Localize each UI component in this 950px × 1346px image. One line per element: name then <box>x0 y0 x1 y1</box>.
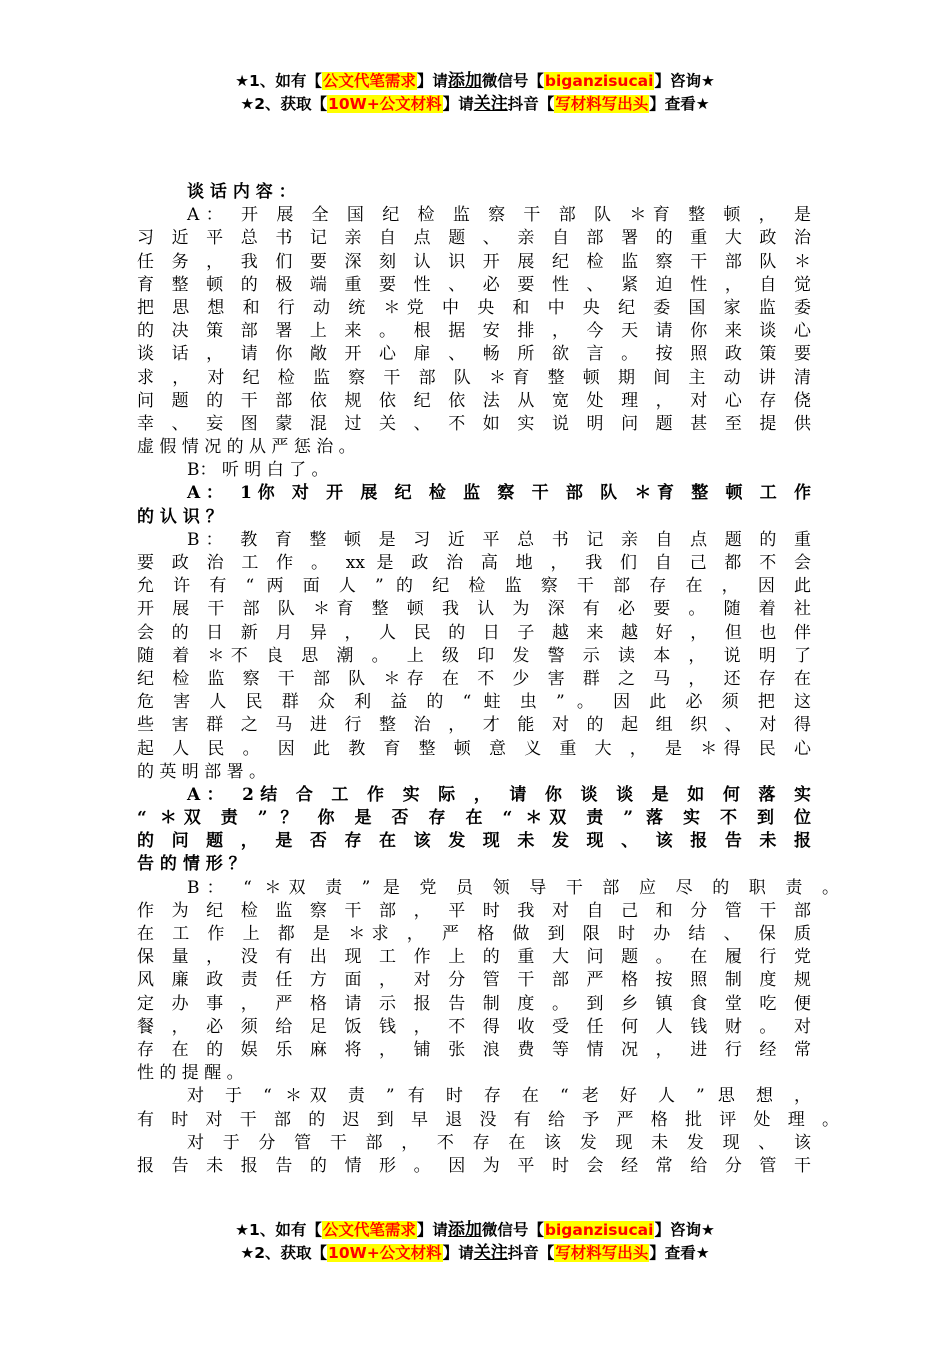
question-row <box>137 807 811 830</box>
body-line: 报 告 未 报 告 的 情 形 。 因 为 平 时 会 经 常 给 分 管 干 <box>137 1155 811 1176</box>
banner-text: ★1、如有【 <box>235 1221 322 1239</box>
body-row <box>137 738 811 761</box>
body-line: 幸 、 妄 图 蒙 混 过 关 、 不 如 实 说 明 问 题 甚 至 提 供 <box>137 413 811 434</box>
body-row <box>137 622 811 645</box>
body-row <box>137 390 811 413</box>
question-line: 告 的 情 形 ？ <box>137 854 246 875</box>
underlined-action: 添加 <box>447 1220 482 1240</box>
banner-line-1 <box>0 70 950 93</box>
banner-text: 】查看★ <box>649 1244 710 1262</box>
body-line: 的 英 明 部 署 。 <box>137 761 267 782</box>
body-line: 保 量 ， 没 有 出 现 工 作 上 的 重 大 问 题 。 在 履 行 党 <box>137 947 811 968</box>
underlined-action: 关注 <box>473 1243 508 1263</box>
banner-text: 】查看★ <box>649 95 710 113</box>
underlined-action: 关注 <box>473 94 508 114</box>
body-row <box>137 598 811 621</box>
body-line: 起 人 民 。 因 此 教 育 整 顿 意 义 重 大 ， 是 ＊得 民 心 <box>137 738 811 759</box>
question-row <box>137 853 811 876</box>
body-line: 谈 话 内 容 ： <box>187 182 296 202</box>
bottom-banner <box>0 1219 950 1265</box>
body-row <box>137 552 811 575</box>
banner-text: 】咨询★ <box>654 72 715 90</box>
body-row <box>137 714 811 737</box>
body-line: 要 政 治 工 作 。 xx 是 政 治 高 地 ， 我 们 自 己 都 不 会 <box>137 553 811 573</box>
body-line: 谈 话 ， 请 你 敞 开 心 扉 、 畅 所 欲 言 。 按 照 政 策 要 <box>137 344 811 365</box>
body-row <box>137 761 811 784</box>
body-row <box>137 691 811 714</box>
banner-text: 抖音【 <box>507 95 555 113</box>
body-line: 对 于 分 管 干 部 ， 不 存 在 该 发 现 未 发 现 、 该 <box>187 1132 811 1153</box>
body-line: 问 题 的 干 部 依 规 依 纪 依 法 从 宽 处 理 ， 对 心 存 侥 <box>137 390 811 411</box>
body-line: B： 听 明 白 了 。 <box>187 460 329 481</box>
question-row <box>137 482 811 505</box>
highlight-service: 公文代笔需求 <box>322 1221 416 1239</box>
body-row <box>137 343 811 366</box>
body-line: 纪 检 监 察 干 部 队 ＊存 在 不 少 害 群 之 马 ， 还 存 在 <box>137 668 811 689</box>
body-row <box>137 320 811 343</box>
question-line: “ ＊双 责 ” ？ 你 是 否 存 在 “ ＊双 责 ” 落 实 不 到 位 <box>137 808 811 829</box>
highlight-wechat-id: biganzisucai <box>544 72 654 90</box>
body-line: 的 决 策 部 署 上 来 。 根 据 安 排 ， 今 天 请 你 来 谈 心 <box>137 321 811 342</box>
body-row <box>137 367 811 390</box>
highlight-materials: 10W+公文材料 <box>328 1244 442 1262</box>
body-row <box>137 900 811 923</box>
highlight-douyin-account: 写材料写出头 <box>555 95 649 113</box>
body-row <box>137 413 811 436</box>
body-line: 习 近 平 总 书 记 亲 自 点 题 、 亲 自 部 署 的 重 大 政 治 <box>137 228 811 249</box>
body-row <box>137 877 839 900</box>
body-line: 允 许 有 “ 两 面 人 ” 的 纪 检 监 察 干 部 存 在 ， 因 此 <box>137 576 811 597</box>
body-row <box>137 575 811 598</box>
banner-text: 】请 <box>416 72 448 90</box>
banner-text: 】请 <box>442 95 474 113</box>
body-line: 开 展 干 部 队 ＊育 整 顿 我 认 为 深 有 必 要 。 随 着 社 <box>137 599 811 620</box>
highlight-service: 公文代笔需求 <box>322 72 416 90</box>
body-line: 些 害 群 之 马 进 行 整 治 ， 才 能 对 的 起 组 织 、 对 得 <box>137 715 811 736</box>
body-line: 把 思 想 和 行 动 统 ＊党 中 央 和 中 央 纪 委 国 家 监 委 <box>137 297 811 318</box>
banner-text: ★2、获取【 <box>240 1244 328 1262</box>
body-line: 虚 假 情 况 的 从 严 惩 治 。 <box>137 437 356 458</box>
highlight-douyin-account: 写材料写出头 <box>555 1244 649 1262</box>
body-row <box>137 1016 811 1039</box>
body-line: 求 ， 对 纪 检 监 察 干 部 队 ＊育 整 顿 期 间 主 动 讲 清 <box>137 367 811 388</box>
banner-text: 】咨询★ <box>654 1221 715 1239</box>
question-row <box>137 784 811 807</box>
banner-text: 抖音【 <box>507 1244 555 1262</box>
body-row <box>137 227 811 250</box>
body-line: 任 务 ， 我 们 要 深 刻 认 识 开 展 纪 检 监 察 干 部 队 ＊ <box>137 251 811 272</box>
body-row <box>137 1085 811 1108</box>
body-line: 定 办 事 ， 严 格 请 示 报 告 制 度 。 到 乡 镇 食 堂 吃 便 <box>137 993 811 1014</box>
question-line: A： 1你 对 开 展 纪 检 监 察 干 部 队 ＊育 整 顿 工 作 <box>187 483 811 504</box>
body-row <box>137 1109 839 1132</box>
body-line: 在 工 作 上 都 是 ＊求 ， 严 格 做 到 限 时 办 结 、 保 质 <box>137 924 811 944</box>
body-line: 作 为 纪 检 监 察 干 部 ， 平 时 我 对 自 己 和 分 管 干 部 <box>137 900 811 921</box>
body-row <box>137 969 811 992</box>
section-heading <box>137 181 811 204</box>
body-line: 会 的 日 新 月 异 ， 人 民 的 日 子 越 来 越 好 ， 但 也 伴 <box>137 622 811 643</box>
banner-line-1 <box>0 1219 950 1242</box>
body-row <box>137 274 811 297</box>
banner-line-2 <box>0 1242 950 1265</box>
body-row <box>137 529 811 552</box>
body-line: 随 着 ＊不 良 思 潮 。 上 级 印 发 警 示 读 本 ， 说 明 了 <box>137 645 811 666</box>
body-line: 危 害 人 民 群 众 利 益 的 “ 蛀 虫 ” 。 因 此 必 须 把 这 <box>137 692 811 713</box>
banner-text: ★2、获取【 <box>240 95 328 113</box>
banner-text: ★1、如有【 <box>235 72 322 90</box>
body-row <box>137 459 811 482</box>
body-line: A： 开 展 全 国 纪 检 监 察 干 部 队 ＊育 整 顿 ， 是 <box>187 205 811 226</box>
body-line: 餐 ， 必 须 给 足 饭 钱 ， 不 得 收 受 任 何 人 钱 财 。 对 <box>137 1016 811 1037</box>
body-row <box>137 946 811 969</box>
body-row <box>137 1039 811 1062</box>
top-banner <box>0 70 950 116</box>
body-row <box>137 436 811 459</box>
banner-text: 】请 <box>442 1244 474 1262</box>
body-row <box>137 204 811 227</box>
body-row <box>137 923 811 946</box>
body-line: 存 在 的 娱 乐 麻 将 ， 铺 张 浪 费 等 情 况 ， 进 行 经 常 <box>137 1039 811 1060</box>
highlight-wechat-id: biganzisucai <box>544 1221 654 1239</box>
question-line: 的 认 识 ？ <box>137 506 223 527</box>
body-row <box>137 1062 811 1085</box>
underlined-action: 添加 <box>447 71 482 91</box>
document-body <box>137 181 839 1178</box>
body-line: 风 廉 政 责 任 方 面 ， 对 分 管 干 部 严 格 按 照 制 度 规 <box>137 970 811 991</box>
body-row <box>137 645 811 668</box>
body-row <box>137 668 811 691</box>
question-row <box>137 830 811 853</box>
body-row <box>137 251 811 274</box>
question-row <box>137 506 811 529</box>
body-line: 育 整 顿 的 极 端 重 要 性 、 必 要 性 、 紧 迫 性 ， 自 觉 <box>137 274 811 295</box>
body-line: B： “ ＊双 责 ” 是 党 员 领 导 干 部 应 尽 的 职 责 。 <box>187 877 839 898</box>
highlight-materials: 10W+公文材料 <box>328 95 442 113</box>
banner-text: 】请 <box>416 1221 448 1239</box>
body-row <box>137 1132 811 1155</box>
banner-text: 微信号【 <box>481 72 544 90</box>
banner-text: 微信号【 <box>481 1221 544 1239</box>
body-line: 有 时 对 干 部 的 迟 到 早 退 没 有 给 予 严 格 批 评 处 理 。 <box>137 1109 839 1130</box>
body-line: B： 教 育 整 顿 是 习 近 平 总 书 记 亲 自 点 题 的 重 <box>187 529 811 550</box>
question-line: 的 问 题 ， 是 否 存 在 该 发 现 未 发 现 、 该 报 告 未 报 <box>137 831 811 852</box>
body-row <box>137 993 811 1016</box>
body-row <box>137 297 811 320</box>
body-row <box>137 1155 811 1178</box>
question-line: A： 2结 合 工 作 实 际 ， 请 你 谈 谈 是 如 何 落 实 <box>187 784 811 805</box>
body-line: 对 于 “ ＊双 责 ” 有 时 存 在 “ 老 好 人 ” 思 想 ， <box>187 1086 811 1107</box>
body-line: 性 的 提 醒 。 <box>137 1063 244 1084</box>
banner-line-2 <box>0 93 950 116</box>
